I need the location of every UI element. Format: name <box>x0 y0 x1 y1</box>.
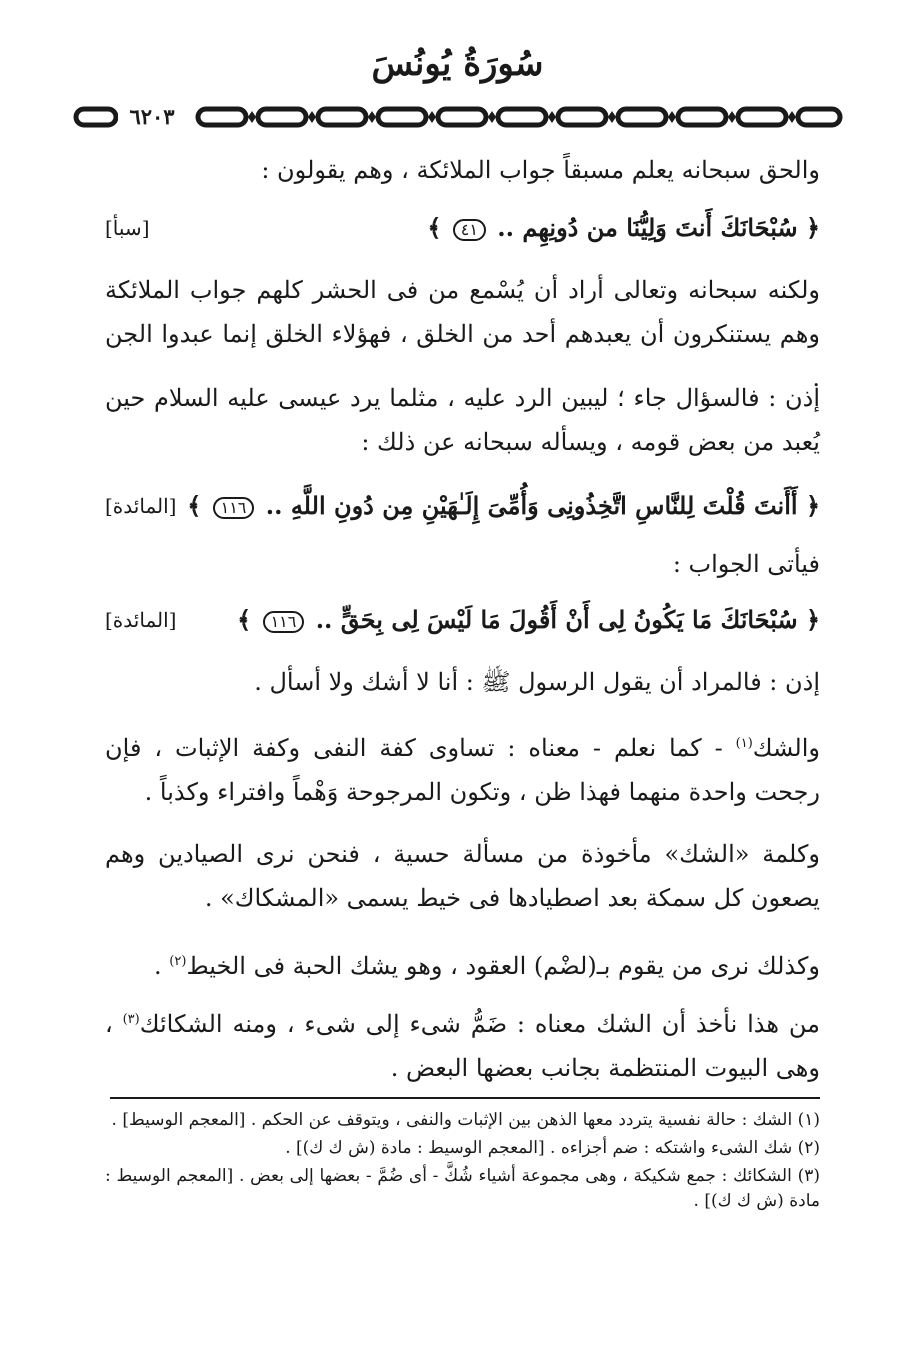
paragraph-2: ولكنه سبحانه وتعالى أراد أن يُسْمع من فى الحشر كلهم جواب الملائكة وهم يستنكرون أن يعبدهم أحد من الخلق ، فهؤلاء الخلق إنما عبدوا الجن . <box>105 276 820 392</box>
quran-verse-1 <box>105 206 820 250</box>
verse-text: سُبْحَانَكَ أَنتَ وَلِيُّنَا من دُونِهِم .. <box>497 213 798 242</box>
quran-verse-2 <box>105 484 820 528</box>
verse-open-bracket: ﴿ <box>805 491 820 520</box>
footnote-divider <box>110 1097 820 1099</box>
page-number: ٦٢٠٣ <box>118 104 186 130</box>
paragraph-4: فيأتى الجواب : <box>672 550 820 578</box>
paragraph-1: والحق سبحانه يعلم مسبقاً جواب الملائكة ، وهم يقولون : <box>261 156 820 184</box>
footnote-ref-1: (١) <box>735 736 753 751</box>
paragraph-8-text-a: وكذلك نرى من يقوم بـ(لضْم) العقود ، وهو يشك الحبة فى الخيط <box>186 952 820 980</box>
verse-close-bracket: ﴾ <box>427 213 442 242</box>
ornamental-border <box>72 103 844 131</box>
verse-source: [سبأ] <box>105 216 150 240</box>
surah-title: سُورَةُ يُونُسَ <box>371 44 544 84</box>
paragraph-5: إذن : فالمراد أن يقول الرسول ﷺ : أنا لا أشك ولا أسأل . <box>254 668 820 696</box>
verse-number: ١١٦ <box>213 497 255 519</box>
verse-close-bracket: ﴾ <box>187 491 202 520</box>
footnote-ref-3: (٣) <box>122 1012 140 1027</box>
paragraph-8-text-b: . <box>154 952 170 980</box>
verse-source: [المائدة] <box>105 608 177 632</box>
quran-verse-3 <box>105 598 820 642</box>
paragraph-8 <box>105 940 820 988</box>
verse-open-bracket: ﴿ <box>805 605 820 634</box>
verse-number: ١١٦ <box>263 611 305 633</box>
verse-number: ٤١ <box>453 219 486 241</box>
verse-close-bracket: ﴾ <box>237 605 252 634</box>
paragraph-9 <box>105 998 820 1090</box>
footnote-3: (٣) الشكائك : جمع شكيكة ، وهى مجموعة أشياء شُكَّ - أى ضُمَّ - بعضها إلى بعض . [المعجم الوسيط : مادة (ش ك ك)] . <box>105 1166 820 1211</box>
verse-open-bracket: ﴿ <box>805 213 820 242</box>
footnote-ref-2: (٢) <box>169 954 187 969</box>
paragraph-6-text-a: والشك <box>752 734 820 762</box>
footnote-2: (٢) شك الشىء واشتكه : ضم أجزاءه . [المعجم الوسيط : مادة (ش ك ك)] . <box>285 1138 820 1158</box>
verse-text: سُبْحَانَكَ مَا يَكُونُ لِى أَنْ أَقُولَ مَا لَيْسَ لِى بِحَقٍّ .. <box>315 605 798 634</box>
paragraph-6 <box>105 722 820 814</box>
verse-text: أَأَنتَ قُلْتَ لِلنَّاسِ اتَّخِذُونِى وَأُمِّىَ إِلَـٰهَيْنِ مِن دُونِ اللَّهِ .. <box>265 491 798 520</box>
paragraph-7: وكلمة «الشك» مأخوذة من مسألة حسية ، فنحن نرى الصيادين وهم يصعون كل سمكة بعد اصطيادها فى خيط يسمى «المشكاك» . <box>105 840 820 912</box>
verse-source: [المائدة] <box>105 494 177 518</box>
paragraph-6-text-b: - كما نعلم - معناه : تساوى كفة النفى وكفة الإثبات ، فإن رجحت واحدة منهما فهذا ظن ، وتكون المرجوحة وَهْماً وافتراء وكذباً . <box>105 734 820 806</box>
paragraph-3: إذن : فالسؤال جاء ؛ ليبين الرد عليه ، مثلما يرد عيسى عليه السلام حين يُعبد من بعض قومه ، ويسأله سبحانه عن ذلك : <box>105 384 820 456</box>
paragraph-9-text-a: من هذا نأخذ أن الشك معناه : ضَمُّ شىء إلى شىء ، ومنه الشكائك <box>139 1010 820 1038</box>
footnote-1: (١) الشك : حالة نفسية يتردد معها الذهن بين الإثبات والنفى ، ويتوقف عن الحكم . [المعجم الوسيط] . <box>111 1110 820 1130</box>
paragraph-9-text-b: ، وهى البيوت المنتظمة بجانب بعضها البعض . <box>105 1010 820 1082</box>
